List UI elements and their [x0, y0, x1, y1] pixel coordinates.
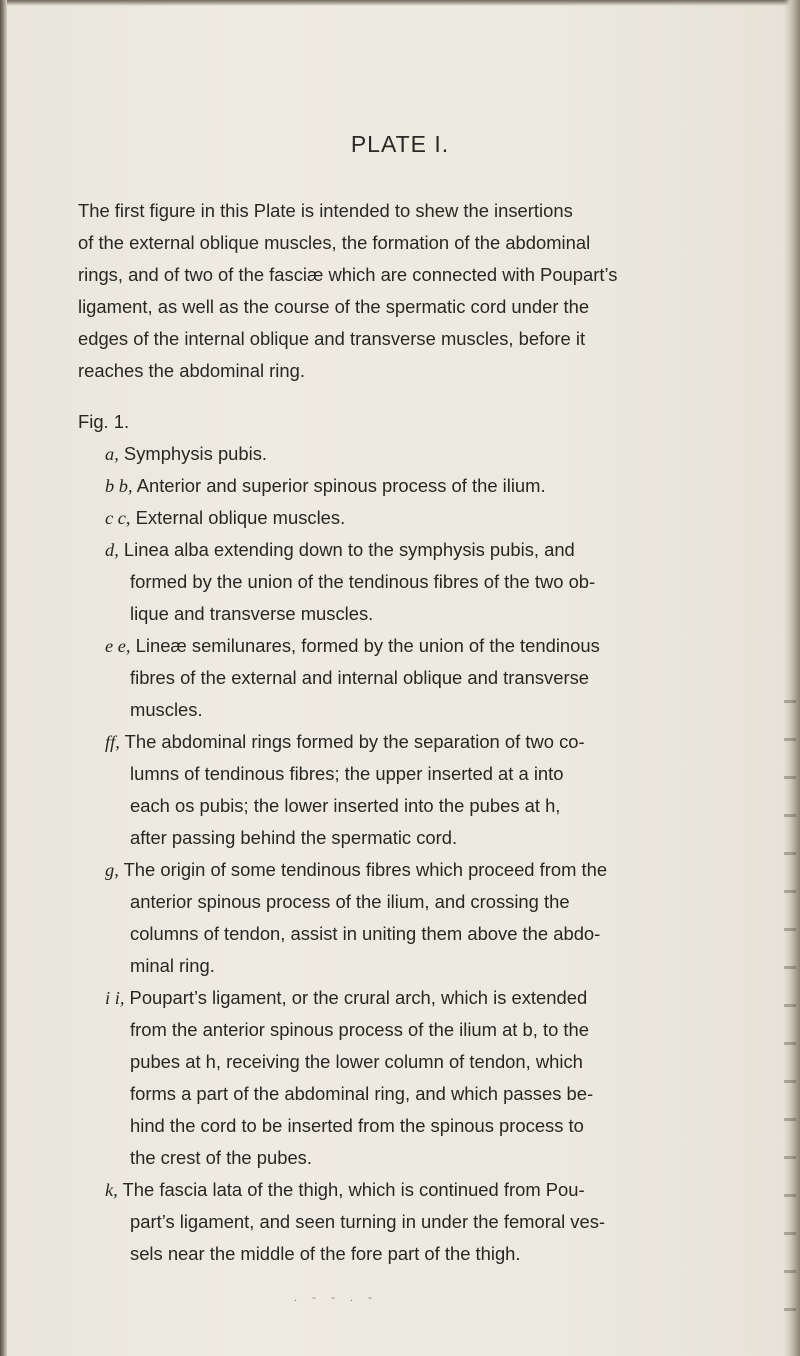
legend-continuation: columns of tendon, assist in uniting them above the abdo- — [130, 923, 601, 944]
legend-entry — [105, 984, 587, 1012]
legend-letter: g, — [105, 860, 119, 880]
legend-entry — [105, 1176, 585, 1204]
legend-text: Linea alba extending down to the symphysis pubis, and — [123, 539, 575, 560]
legend-entry — [105, 632, 600, 660]
intro-line: ligament, as well as the course of the spermatic cord under the — [78, 296, 590, 317]
legend-letter: d, — [105, 540, 119, 560]
legend-continuation: lique and transverse muscles. — [130, 603, 374, 624]
legend-entry — [105, 856, 607, 884]
legend-text: Symphysis pubis. — [123, 443, 268, 464]
legend-continuation: pubes at h, receiving the lower column of tendon, which — [130, 1051, 583, 1072]
legend-letter: e e, — [105, 636, 131, 656]
legend-letter: a, — [105, 444, 119, 464]
page-top-edge — [0, 0, 800, 6]
legend-continuation: the crest of the pubes. — [130, 1147, 312, 1168]
legend-continuation: each os pubis; the lower inserted into the pubes at h, — [130, 795, 561, 816]
legend-letter: i i, — [105, 988, 125, 1008]
legend-continuation: after passing behind the spermatic cord. — [130, 827, 458, 848]
legend-continuation: anterior spinous process of the ilium, and crossing the — [130, 891, 570, 912]
legend-text: The fascia lata of the thigh, which is continued from Pou- — [122, 1179, 585, 1200]
legend-text: Poupart’s ligament, or the crural arch, which is extended — [129, 987, 588, 1008]
legend-continuation: part’s ligament, and seen turning in under the femoral ves- — [130, 1211, 606, 1232]
legend-entry — [105, 440, 267, 468]
legend-text: Anterior and superior spinous process of the ilium. — [136, 475, 546, 496]
legend-letter: c c, — [105, 508, 131, 528]
intro-line: edges of the internal oblique and transverse muscles, before it — [78, 328, 586, 349]
legend-letter: b b, — [105, 476, 133, 496]
legend-continuation: from the anterior spinous process of the ilium at b, to the — [130, 1019, 589, 1040]
intro-line: rings, and of two of the fasciæ which are connected with Poupart’s — [78, 264, 618, 285]
page-left-edge — [0, 0, 7, 1356]
intro-line: The first figure in this Plate is intended to shew the insertions — [78, 200, 573, 221]
legend-continuation: minal ring. — [130, 955, 215, 976]
figure-label: Fig. 1. — [78, 411, 130, 432]
footer-marks: . - - . - — [294, 1290, 378, 1304]
plate-heading: PLATE I. — [350, 131, 450, 157]
intro-line: of the external oblique muscles, the formation of the abdominal — [78, 232, 591, 253]
legend-letter: k, — [105, 1180, 118, 1200]
legend-continuation: sels near the middle of the fore part of the thigh. — [130, 1243, 521, 1264]
legend-entry — [105, 728, 585, 756]
legend-text: The origin of some tendinous fibres which proceed from the — [123, 859, 608, 880]
legend-continuation: formed by the union of the tendinous fibres of the two ob- — [130, 571, 596, 592]
legend-letter: ff, — [105, 732, 120, 752]
legend-continuation: forms a part of the abdominal ring, and which passes be- — [130, 1083, 594, 1104]
legend-entry — [105, 472, 546, 500]
legend-continuation: hind the cord to be inserted from the spinous process to — [130, 1115, 584, 1136]
legend-entry — [105, 536, 575, 564]
legend-text: The abdominal rings formed by the separation of two co- — [124, 731, 585, 752]
intro-line: reaches the abdominal ring. — [78, 360, 305, 381]
binding-marks — [784, 700, 796, 1340]
legend-continuation: lumns of tendinous fibres; the upper inserted at a into — [130, 763, 564, 784]
legend-continuation: muscles. — [130, 699, 203, 720]
legend-entry — [105, 504, 345, 532]
legend-continuation: fibres of the external and internal oblique and transverse — [130, 667, 590, 688]
legend-text: External oblique muscles. — [135, 507, 346, 528]
legend-text: Lineæ semilunares, formed by the union of the tendinous — [135, 635, 600, 656]
